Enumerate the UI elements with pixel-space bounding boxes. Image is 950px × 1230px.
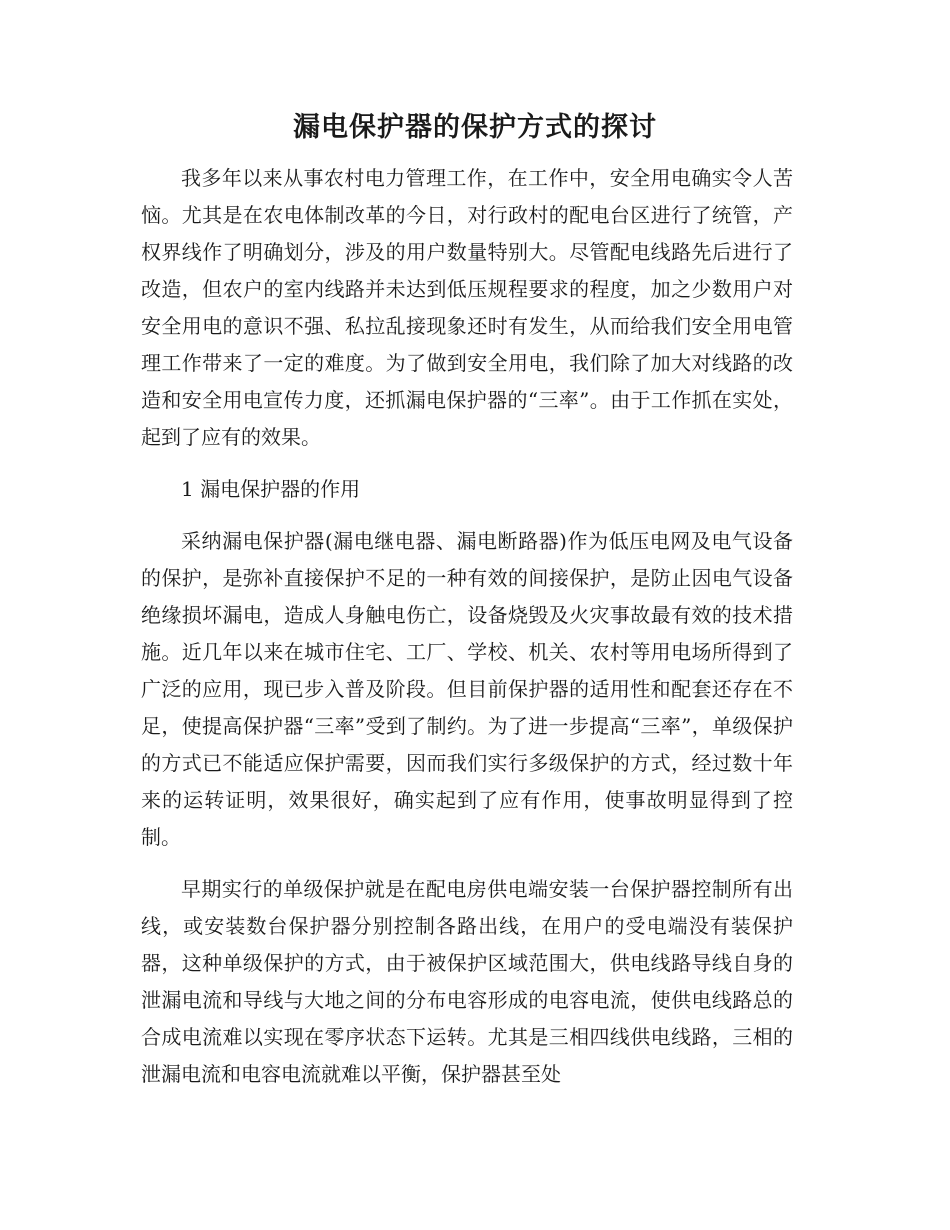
document-body [141, 160, 793, 1093]
paragraph-function: 采纳漏电保护器(漏电继电器、漏电断路器)作为低压电网及电气设备的保护，是弥补直接保护不足的一种有效的间接保护，是防止因电气设备绝缘损坏漏电，造成人身触电伤亡，设备烧毁及火灾事故最有效的技术措施。近几年以来在城市住宅、工厂、学校、机关、农村等用电场所得到了广泛的应用，现已步入普及阶段。但目前保护器的适用性和配套还存在不足，使提高保护器“三率”受到了制约。为了进一步提高“三率”，单级保护的方式已不能适应保护需要，因而我们实行多级保护的方式，经过数十年来的运转证明，效果很好，确实起到了应有作用，使事故明显得到了控制。 [141, 529, 793, 849]
paragraph-gap [141, 508, 793, 523]
paragraph-gap [141, 456, 793, 471]
paragraph-gap [141, 856, 793, 871]
document-title: 漏电保护器的保护方式的探讨 [293, 112, 657, 143]
paragraph-intro: 我多年以来从事农村电力管理工作，在工作中，安全用电确实令人苦恼。尤其是在农电体制改革的今日，对行政村的配电台区进行了统管，产权界线作了明确划分，涉及的用户数量特别大。尽管配电线路先后进行了改造，但农户的室内线路并未达到低压规程要求的程度，加之少数用户对安全用电的意识不强、私拉乱接现象还时有发生，从而给我们安全用电管理工作带来了一定的难度。为了做到安全用电，我们除了加大对线路的改造和安全用电宣传力度，还抓漏电保护器的“三率”。由于工作抓在实处，起到了应有的效果。 [141, 166, 793, 449]
paragraph-single-level: 早期实行的单级保护就是在配电房供电端安装一台保护器控制所有出线，或安装数台保护器分别控制各路出线，在用户的受电端没有装保护器，这种单级保护的方式，由于被保护区域范围大，供电线路导线自身的泄漏电流和导线与大地之间的分布电容形成的电容电流，使供电线路总的合成电流难以实现在零序状态下运转。尤其是三相四线供电线路，三相的泄漏电流和电容电流就难以平衡，保护器甚至处 [141, 877, 793, 1086]
section-heading-1: 1 漏电保护器的作用 [181, 477, 361, 501]
